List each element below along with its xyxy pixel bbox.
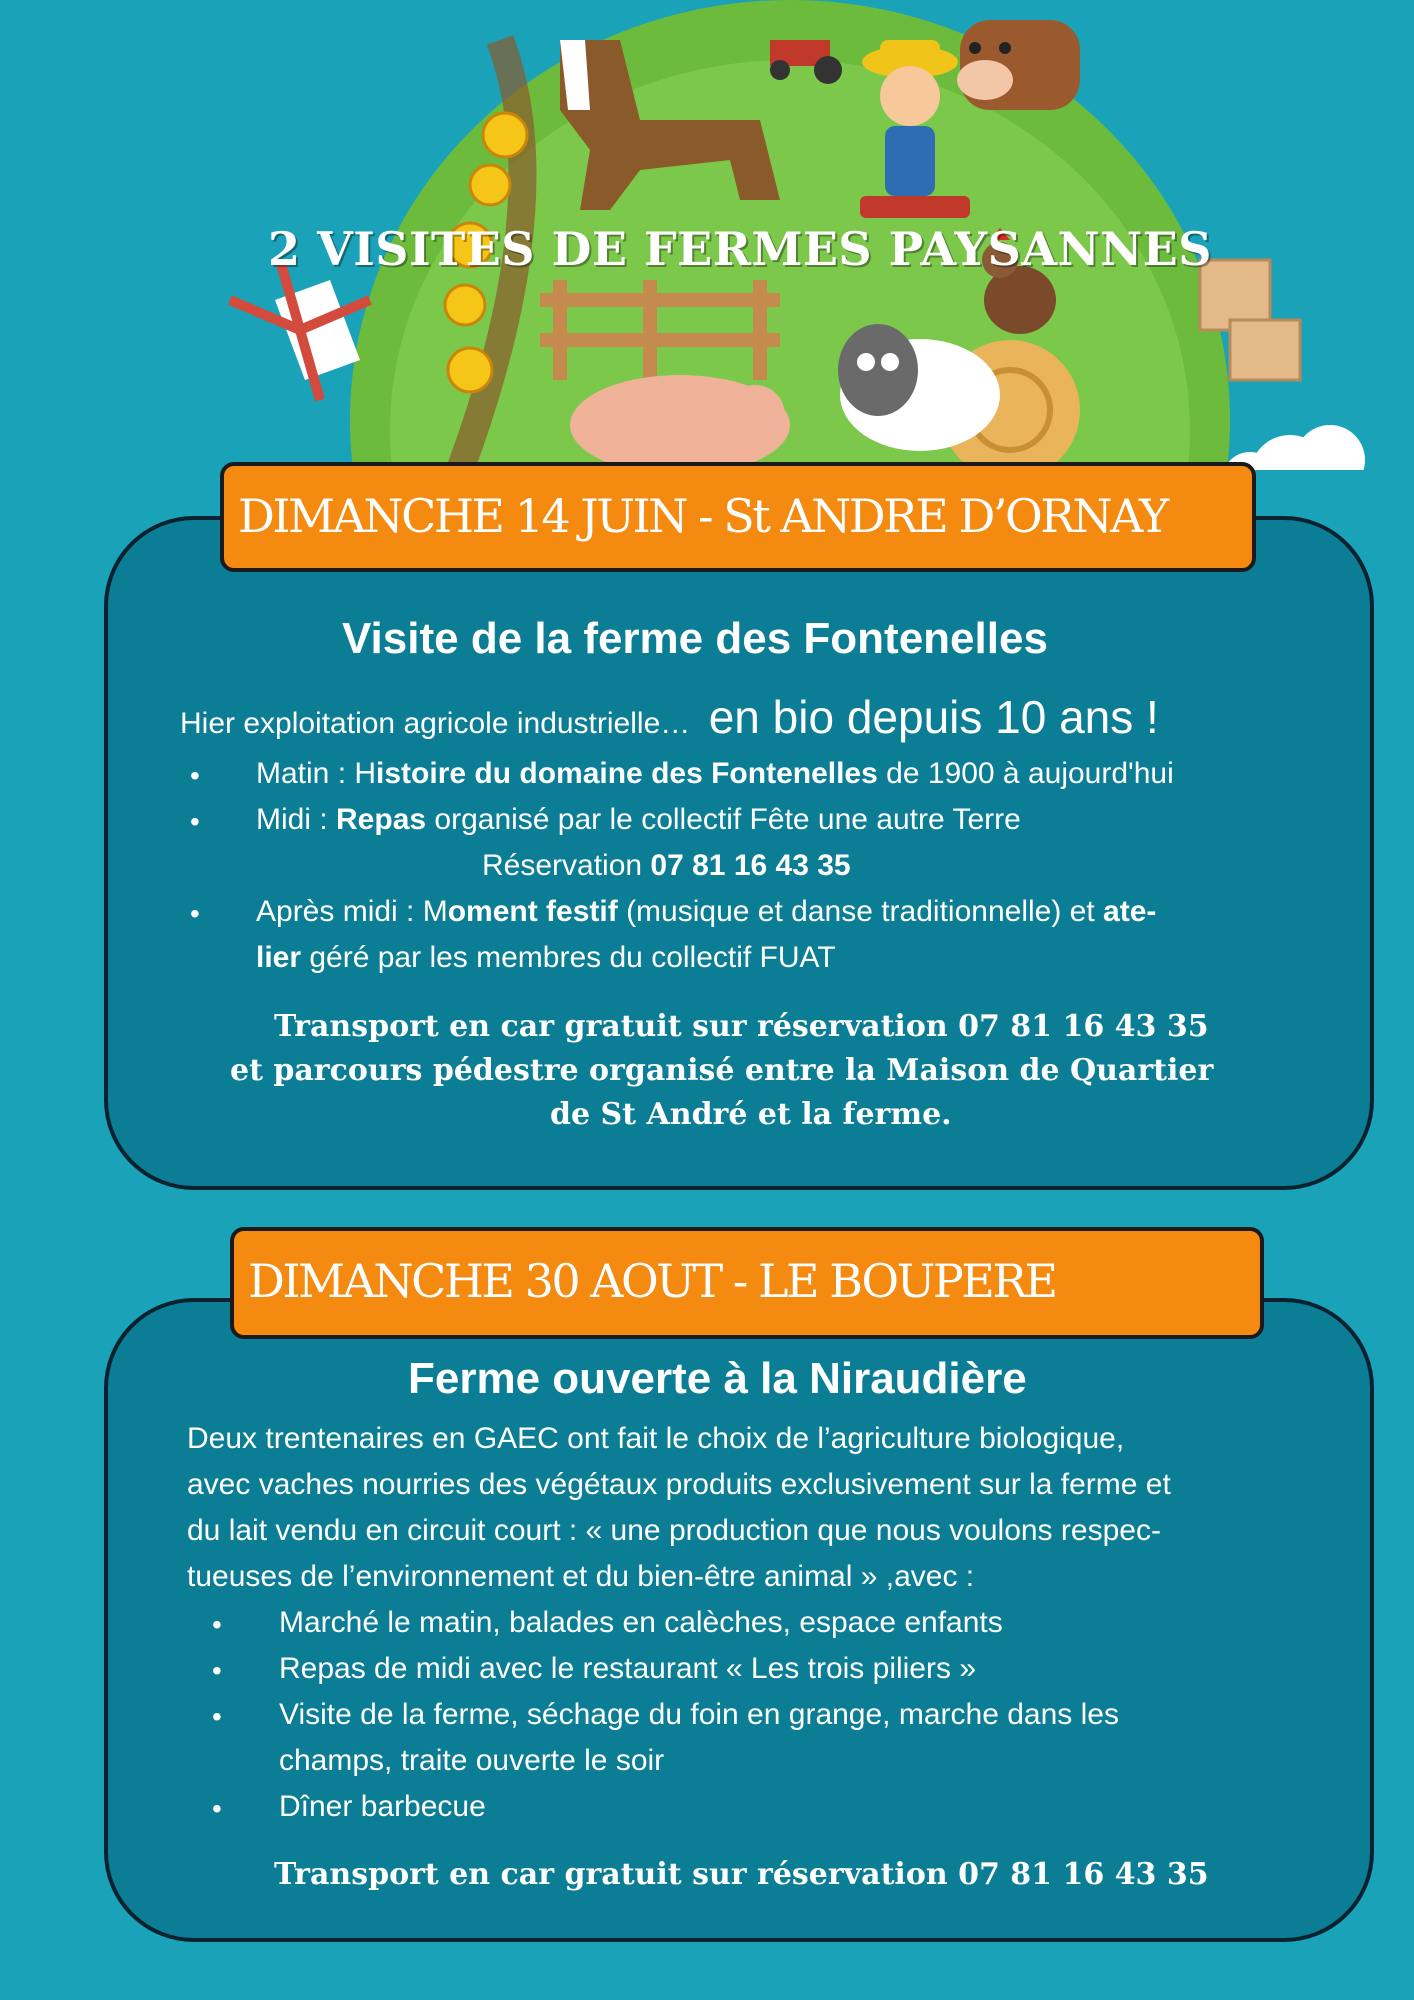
event-1-bullet-matin — [256, 751, 1174, 797]
bullet-text: de 1900 à aujourd'hui — [877, 757, 1174, 790]
bullet-bold: istoire du domaine des Fontenelles — [376, 757, 878, 790]
cow-icon — [957, 20, 1080, 110]
bullet-bold: Repas — [336, 803, 427, 836]
bullet-bold: lier — [256, 941, 302, 974]
bullet-text: géré par les membres du collectif FUAT — [301, 941, 836, 974]
paragraph-line: tueuses de l’environnement et du bien-être animal » ,avec : — [187, 1560, 975, 1593]
bullet-icon: • — [212, 1701, 222, 1732]
bullet-icon: • — [190, 806, 200, 837]
paragraph-line: du lait vendu en circuit court : « une production que nous voulons respec- — [187, 1514, 1161, 1547]
event-2-bullet-1: Marché le matin, balades en calèches, espace enfants — [279, 1606, 1003, 1639]
paragraph-line: avec vaches nourries des végétaux produits exclusivement sur la ferme et — [187, 1468, 1171, 1501]
event-1-transport-line-1: Transport en car gratuit sur réservation 07 81 16 43 35 — [274, 1009, 1209, 1044]
event-2-bullet-2: Repas de midi avec le restaurant « Les trois piliers » — [279, 1652, 977, 1685]
event-1-transport-line-2: et parcours pédestre organisé entre la Maison de Quartier — [230, 1053, 1214, 1088]
bullet-icon: • — [190, 898, 200, 929]
event-1-bullet-midi — [256, 797, 1021, 843]
event-1-bullet-apres-midi — [256, 889, 1156, 935]
bullet-text: Midi : — [256, 803, 337, 836]
event-2-bullet-4: Dîner barbecue — [279, 1790, 486, 1823]
bullet-text: Après midi : M — [256, 895, 448, 928]
event-1-intro — [180, 690, 1159, 744]
event-1-bullet-apres-midi-cont — [256, 935, 836, 981]
bullet-text: Matin : H — [256, 757, 377, 790]
reservation-label: Réservation — [482, 849, 651, 882]
windmill-icon — [230, 260, 370, 400]
reservation-phone: 07 81 16 43 35 — [650, 849, 851, 882]
event-1-reservation — [482, 843, 851, 889]
event-2-paragraph — [187, 1416, 1171, 1600]
event-2-bullet-3: Visite de la ferme, séchage du foin en grange, marche dans les — [279, 1698, 1119, 1731]
bullet-icon: • — [212, 1793, 222, 1824]
event-2-bullet-3-cont: champs, traite ouverte le soir — [279, 1744, 665, 1777]
event-1-transport-line-3: de St André et la ferme. — [550, 1097, 952, 1132]
header-illustration — [0, 0, 1414, 470]
bullet-bold: oment festif — [447, 895, 618, 928]
event-1-date-banner: DIMANCHE 14 JUIN - St ANDRE D’ORNAY — [220, 462, 1256, 572]
event-2-transport: Transport en car gratuit sur réservation 07 81 16 43 35 — [274, 1857, 1209, 1892]
bullet-bold: ate- — [1103, 895, 1157, 928]
paragraph-line: Deux trentenaires en GAEC ont fait le choix de l’agriculture biologique, — [187, 1422, 1125, 1455]
event-1-intro-small: Hier exploitation agricole industrielle… — [180, 707, 691, 740]
event-1-heading: Visite de la ferme des Fontenelles — [342, 614, 1048, 663]
event-2-date-banner: DIMANCHE 30 AOUT - LE BOUPERE — [230, 1227, 1264, 1339]
page-title: 2 VISITES DE FERMES PAYSANNES — [268, 222, 1212, 276]
bullet-text: (musique et danse traditionnelle) et — [617, 895, 1104, 928]
event-2-heading: Ferme ouverte à la Niraudière — [408, 1354, 1027, 1403]
bullet-icon: • — [212, 1609, 222, 1640]
bullet-icon: • — [212, 1655, 222, 1686]
bullet-icon: • — [190, 760, 200, 791]
bullet-text: organisé par le collectif Fête une autre Terre — [426, 803, 1021, 836]
event-1-intro-large: en bio depuis 10 ans ! — [708, 691, 1159, 743]
